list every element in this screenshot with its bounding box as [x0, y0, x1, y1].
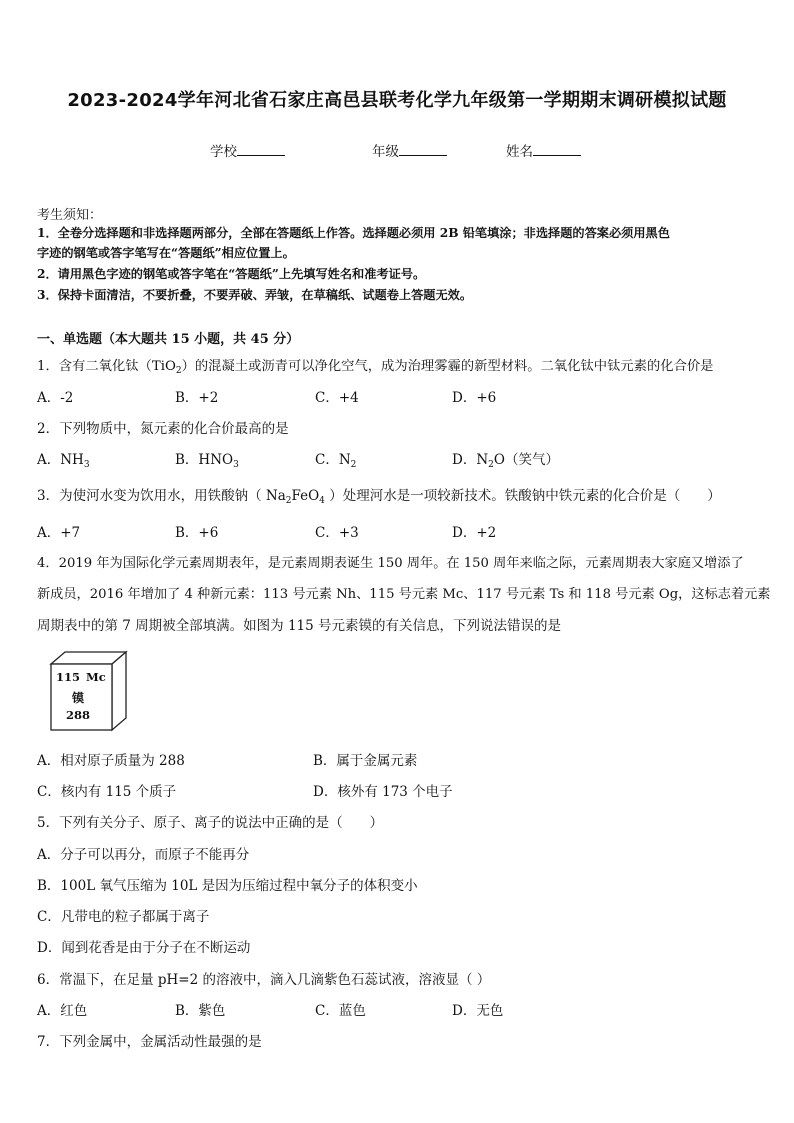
q5-stem: 5．下列有关分子、原子、离子的说法中正确的是（ ）: [37, 815, 384, 831]
q4-option-a: A．相对原子质量为 288: [37, 753, 185, 769]
notice-item-1-cont: 字迹的钢笔或答字笔写在“答题纸”相应位置上。: [37, 246, 295, 260]
q6-option-c: C．蓝色: [315, 1003, 366, 1019]
q4-stem-line1: 4．2019 年为国际化学元素周期表年，是元素周期表诞生 150 周年。在 150 周年来临之际，元素周期表大家庭又增添了: [37, 556, 744, 571]
q5-option-b: B．100L 氧气压缩为 10L 是因为压缩过程中氧分子的体积变小: [37, 878, 418, 894]
q3-stem: 3．为使河水变为饮用水，用铁酸钠（ $Na_2FeO_4$ ）处理河水是一项较新技术。铁酸钠中铁元素的化合价是（ ）: [37, 488, 721, 506]
q7-stem: 7．下列金属中，金属活动性最强的是: [37, 1034, 262, 1050]
grade-field: [372, 140, 447, 160]
notice-item-3: 3．保持卡面清洁，不要折叠，不要弄破、弄皱，在草稿纸、试题卷上答题无效。: [37, 288, 473, 302]
q3-option-a: A．+7: [37, 525, 81, 541]
notice-item-1: 1．全卷分选择题和非选择题两部分，全部在答题纸上作答。选择题必须用 2B 铅笔填涂；非选择题的答案必须用黑色: [37, 226, 670, 240]
q4-stem-line2: 新成员，2016 年增加了 4 种新元素：113 号元素 Nh、115 号元素 Mc、117 号元素 Ts 和 118 号元素 Og，这标志着元素: [37, 587, 771, 602]
name-field: [506, 140, 581, 160]
q4-option-b: B．属于金属元素: [313, 753, 418, 769]
page-title: 2023-2024学年河北省石家庄高邑县联考化学九年级第一学期期末调研模拟试题: [67, 90, 727, 111]
name-label: 姓名: [506, 144, 533, 160]
q3-option-b: B．+6: [175, 525, 219, 541]
element-symbol: Mc: [86, 670, 106, 684]
element-number: 115: [56, 670, 81, 684]
q3-option-d: D．+2: [452, 525, 497, 541]
school-blank: [237, 141, 285, 156]
name-blank: [533, 141, 581, 156]
notice-item-2: 2．请用黑色字迹的钢笔或答字笔在“答题纸”上先填写姓名和准考证号。: [37, 267, 426, 281]
q1-option-b: B．+2: [175, 390, 219, 406]
element-name: 镆: [72, 691, 85, 705]
q4-stem-line3: 周期表中的第 7 周期被全部填满。如图为 115 号元素镆的有关信息，下列说法错误的是: [37, 618, 562, 634]
q2-option-b: B．$HNO_3$: [175, 452, 239, 470]
grade-blank: [399, 141, 447, 156]
q6-option-d: D．无色: [452, 1003, 504, 1019]
q2-stem: 2．下列物质中，氮元素的化合价最高的是: [37, 421, 289, 437]
element-cube-diagram: [44, 650, 130, 732]
q6-stem: 6．常温下，在足量 pH=2 的溶液中，滴入几滴紫色石蕊试液，溶液显（ ）: [37, 972, 491, 988]
element-mass: 288: [66, 708, 91, 722]
q4-option-d: D．核外有 173 个电子: [313, 784, 453, 800]
q1-stem: 1．含有二氧化钛（TiO$_2$）的混凝土或沥青可以净化空气，成为治理雾霾的新型材料。二氧化钛中钛元素的化合价是: [37, 359, 714, 376]
q5-option-c: C．凡带电的粒子都属于离子: [37, 909, 210, 925]
grade-label: 年级: [372, 144, 399, 160]
q1-option-c: C．+4: [315, 390, 359, 406]
school-field: [210, 140, 285, 160]
q3-option-c: C．+3: [315, 525, 359, 541]
q6-option-b: B．紫色: [175, 1003, 226, 1019]
q4-option-c: C．核内有 115 个质子: [37, 784, 177, 800]
q1-option-a: A．-2: [37, 390, 74, 406]
section-heading: 一、单选题（本大题共 15 小题，共 45 分）: [37, 332, 300, 347]
q2-option-a: A．$NH_3$: [37, 452, 90, 470]
q6-option-a: A．红色: [37, 1003, 88, 1019]
q5-option-a: A．分子可以再分，而原子不能再分: [37, 847, 250, 863]
q5-option-d: D．闻到花香是由于分子在不断运动: [37, 940, 251, 956]
q2-option-d: D．$N_2O$（笑气）: [452, 452, 559, 470]
q2-option-c: C．$N_2$: [315, 452, 357, 470]
notice-header: 考生须知：: [37, 208, 103, 223]
q1-option-d: D．+6: [452, 390, 497, 406]
school-label: 学校: [210, 144, 237, 160]
